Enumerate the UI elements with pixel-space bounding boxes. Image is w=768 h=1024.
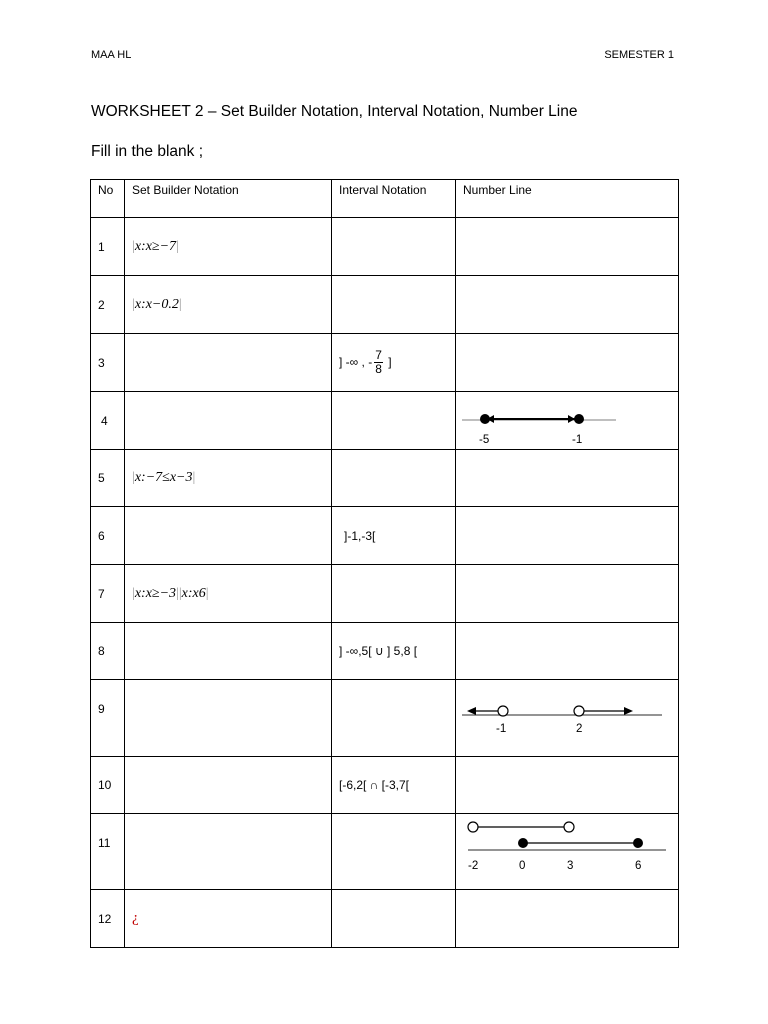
number-line-cell[interactable] bbox=[456, 276, 679, 334]
set-builder-cell[interactable] bbox=[125, 565, 332, 623]
tick-label: 6 bbox=[635, 860, 642, 872]
row-number: 4 bbox=[91, 392, 125, 450]
closed-point bbox=[518, 838, 528, 848]
worksheet-table bbox=[90, 179, 679, 948]
header-interval: Interval Notation bbox=[332, 180, 456, 218]
number-line-cell[interactable] bbox=[456, 392, 679, 450]
number-line-cell[interactable] bbox=[456, 680, 679, 757]
interval-cell[interactable] bbox=[332, 757, 456, 814]
set-builder-cell[interactable] bbox=[125, 507, 332, 565]
interval-cell[interactable] bbox=[332, 890, 456, 948]
open-point bbox=[564, 822, 574, 832]
set-builder-cell[interactable] bbox=[125, 392, 332, 450]
fraction: $\frac{7}{8}$ bbox=[375, 348, 382, 376]
set-builder-cell[interactable] bbox=[125, 890, 332, 948]
table-row bbox=[91, 218, 679, 276]
number-line-cell[interactable] bbox=[456, 623, 679, 680]
number-line-diagram bbox=[456, 393, 678, 449]
set-builder-cell[interactable] bbox=[125, 757, 332, 814]
header-no: No bbox=[91, 180, 125, 218]
tick-label: 3 bbox=[567, 860, 574, 872]
interval-cell[interactable] bbox=[332, 334, 456, 392]
table-row bbox=[91, 276, 679, 334]
table-header-row bbox=[91, 180, 679, 218]
table-row bbox=[91, 450, 679, 507]
row-number: 3 bbox=[91, 334, 125, 392]
row-number: 11 bbox=[91, 814, 125, 890]
instruction-text: Fill in the blank ; bbox=[91, 143, 203, 160]
row-number: 6 bbox=[91, 507, 125, 565]
number-line-cell[interactable] bbox=[456, 890, 679, 948]
open-point bbox=[574, 706, 584, 716]
set-builder-cell[interactable] bbox=[125, 450, 332, 507]
tick-label: -1 bbox=[572, 433, 583, 446]
interval-cell[interactable] bbox=[332, 623, 456, 680]
number-line-cell[interactable] bbox=[456, 565, 679, 623]
closed-point bbox=[633, 838, 643, 848]
number-line-diagram bbox=[456, 814, 678, 888]
set-builder-cell[interactable] bbox=[125, 814, 332, 890]
table-row bbox=[91, 890, 679, 948]
number-line-cell[interactable] bbox=[456, 757, 679, 814]
tick-label: -5 bbox=[479, 433, 490, 446]
closed-point bbox=[574, 414, 584, 424]
right-arrow-icon bbox=[568, 415, 575, 423]
row-number: 10 bbox=[91, 757, 125, 814]
row-number: 9 bbox=[91, 680, 125, 757]
table-row bbox=[91, 392, 679, 450]
set-builder-expression: |x:−7≤x−3| bbox=[132, 470, 196, 485]
row-number: 2 bbox=[91, 276, 125, 334]
closed-point bbox=[480, 414, 490, 424]
table-row bbox=[91, 623, 679, 680]
table-row bbox=[91, 507, 679, 565]
table-row bbox=[91, 565, 679, 623]
header-number-line: Number Line bbox=[456, 180, 679, 218]
number-line-cell[interactable] bbox=[456, 814, 679, 890]
interval-expression: ]-1,-3[ bbox=[344, 528, 376, 543]
table-row bbox=[91, 814, 679, 890]
right-arrow-icon bbox=[624, 707, 633, 715]
header-semester: SEMESTER 1 bbox=[604, 49, 674, 61]
number-line-diagram bbox=[456, 680, 678, 750]
row-number: 1 bbox=[91, 218, 125, 276]
open-point bbox=[498, 706, 508, 716]
left-arrow-icon bbox=[467, 707, 476, 715]
interval-cell[interactable] bbox=[332, 218, 456, 276]
interval-cell[interactable] bbox=[332, 680, 456, 757]
number-line-cell[interactable] bbox=[456, 334, 679, 392]
set-builder-expression: ¿ bbox=[132, 910, 139, 926]
open-point bbox=[468, 822, 478, 832]
interval-cell[interactable] bbox=[332, 565, 456, 623]
row-number: 7 bbox=[91, 565, 125, 623]
tick-label: 2 bbox=[576, 723, 583, 735]
table-row bbox=[91, 757, 679, 814]
number-line-cell[interactable] bbox=[456, 218, 679, 276]
interval-cell[interactable] bbox=[332, 276, 456, 334]
set-builder-cell[interactable] bbox=[125, 623, 332, 680]
interval-expression: ] -∞,5[ ∪ ] 5,8 [ bbox=[339, 644, 418, 658]
table-row bbox=[91, 334, 679, 392]
header-course: MAA HL bbox=[91, 49, 132, 61]
set-builder-expression: |x:x≥−7| bbox=[132, 238, 179, 254]
number-line-cell[interactable] bbox=[456, 450, 679, 507]
header-set-builder: Set Builder Notation bbox=[125, 180, 332, 218]
set-builder-expression: |x:x≥−3||x:x6| bbox=[132, 585, 209, 601]
interval-cell[interactable] bbox=[332, 392, 456, 450]
tick-label: 0 bbox=[519, 860, 526, 872]
tick-label: -2 bbox=[468, 860, 479, 872]
table-row bbox=[91, 680, 679, 757]
worksheet-title: WORKSHEET 2 – Set Builder Notation, Interval Notation, Number Line bbox=[91, 103, 578, 120]
set-builder-expression: |x:x−0.2| bbox=[132, 296, 182, 312]
set-builder-cell[interactable] bbox=[125, 680, 332, 757]
interval-expression: [-6,2[ ∩ [-3,7[ bbox=[339, 778, 409, 792]
interval-cell[interactable] bbox=[332, 814, 456, 890]
interval-cell[interactable] bbox=[332, 450, 456, 507]
row-number: 12 bbox=[91, 890, 125, 948]
set-builder-cell[interactable] bbox=[125, 218, 332, 276]
tick-label: -1 bbox=[496, 723, 507, 735]
interval-cell[interactable] bbox=[332, 507, 456, 565]
interval-expression: ] -∞ , - $\frac{7}{8}$ ] bbox=[339, 348, 392, 376]
set-builder-cell[interactable] bbox=[125, 334, 332, 392]
number-line-cell[interactable] bbox=[456, 507, 679, 565]
row-number: 5 bbox=[91, 450, 125, 507]
set-builder-cell[interactable] bbox=[125, 276, 332, 334]
row-number: 8 bbox=[91, 623, 125, 680]
